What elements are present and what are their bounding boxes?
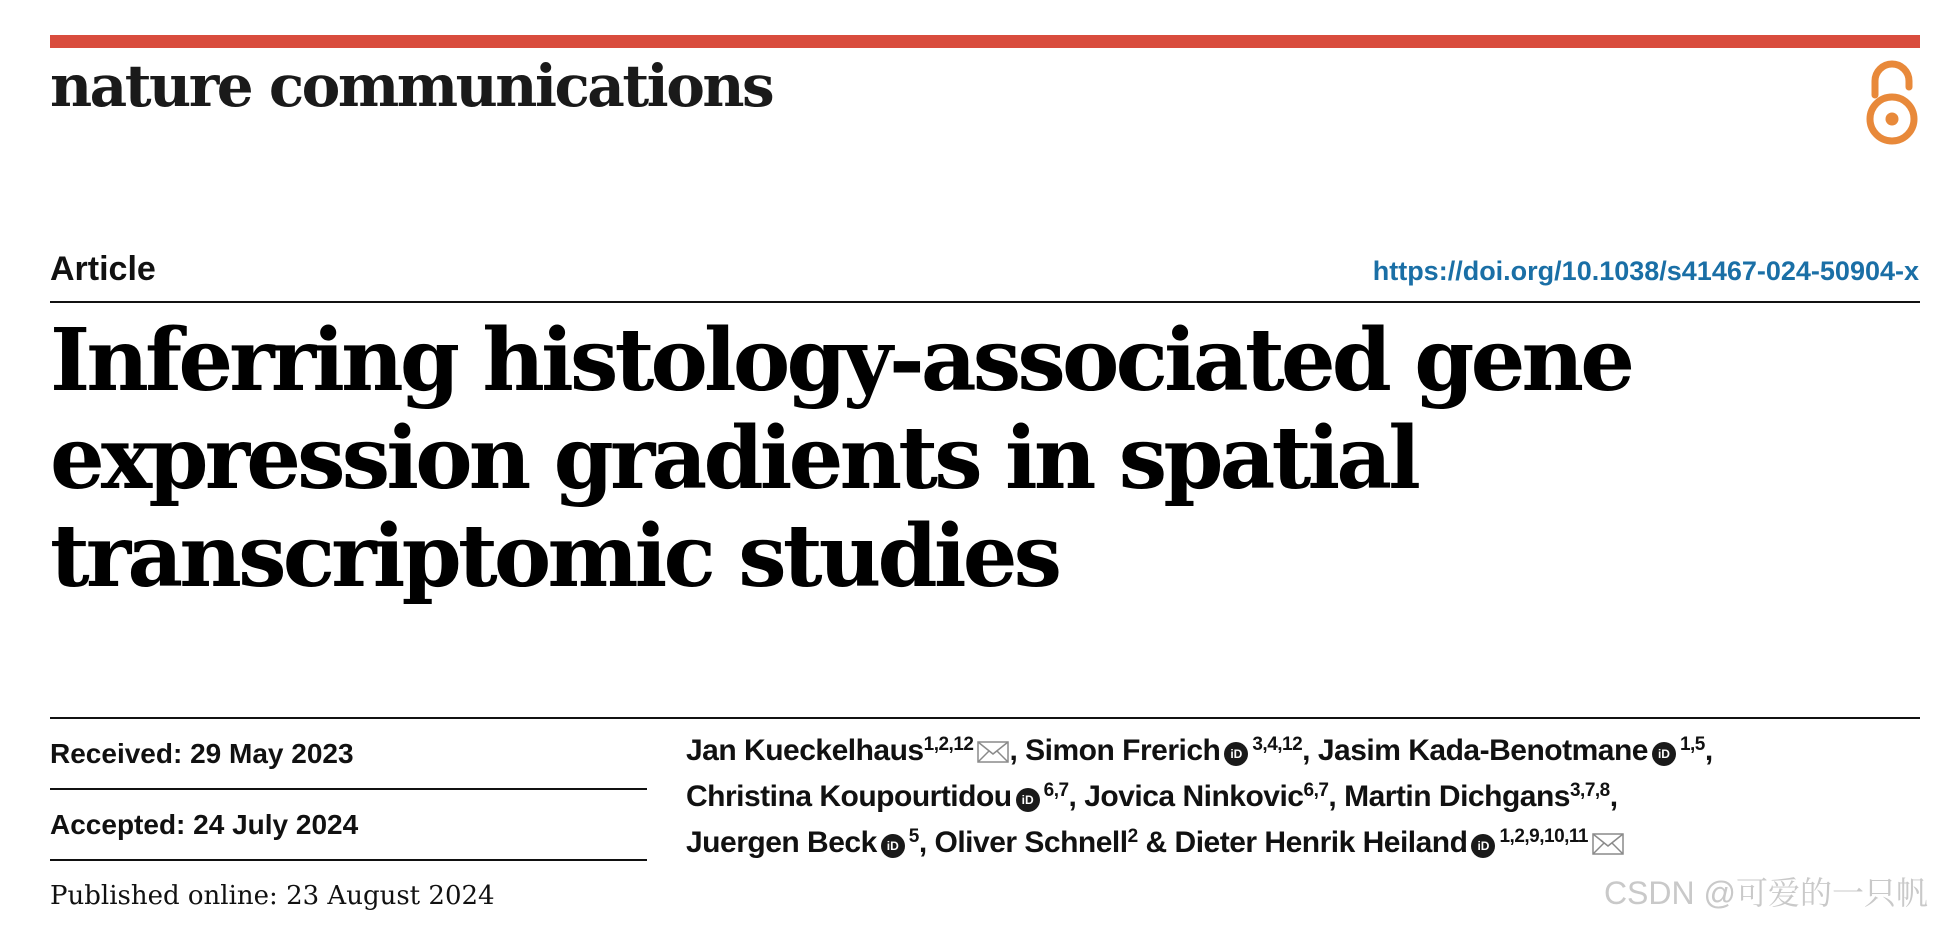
author-affiliations: 3,7,8 (1569, 780, 1610, 801)
author-name[interactable]: Christina Koupourtidou (686, 780, 1012, 813)
orcid-icon[interactable]: iD (1016, 788, 1040, 812)
author-affiliations: 6,7 (1303, 780, 1329, 801)
author-affiliations: 3,4,12 (1252, 734, 1303, 755)
author-separator: , (1009, 734, 1026, 767)
title-line-2: expression gradients in spatial (50, 408, 1418, 509)
author-separator: , (1302, 734, 1318, 767)
published-date: Published online: 23 August 2024 (50, 881, 495, 911)
author-separator: , (1068, 780, 1085, 813)
doi-link[interactable]: https://doi.org/10.1038/s41467-024-50904-x (1372, 256, 1919, 286)
author-affiliations: 1,5 (1679, 734, 1705, 755)
author-affiliations: 1,2,12 (923, 734, 974, 755)
author-affiliations: 5 (908, 826, 919, 847)
author-name[interactable]: Oliver Schnell (934, 826, 1128, 859)
author-affiliations: 2 (1127, 826, 1138, 847)
author-line-1 (686, 728, 1916, 774)
author-separator: & (1137, 826, 1175, 859)
author-name[interactable]: Jasim Kada-Benotmane (1317, 734, 1648, 767)
title-line-1: Inferring histology-associated gene (50, 310, 1632, 411)
article-type-label: Article (50, 250, 156, 288)
author-list (686, 728, 1916, 866)
accepted-date: Accepted: 24 July 2024 (50, 790, 647, 861)
journal-color-bar (50, 35, 1920, 48)
watermark: CSDN @可爱的一只帆 (1603, 875, 1928, 911)
header-divider (50, 301, 1920, 303)
author-name[interactable]: Dieter Henrik Heiland (1174, 826, 1468, 859)
orcid-icon[interactable]: iD (1471, 834, 1495, 858)
author-separator: , (1609, 780, 1618, 813)
orcid-icon[interactable]: iD (1224, 742, 1248, 766)
author-name[interactable]: Simon Frerich (1025, 734, 1221, 767)
open-access-icon[interactable] (1865, 57, 1919, 149)
mail-icon[interactable] (1592, 833, 1624, 855)
article-title (50, 312, 1750, 606)
journal-name: nature communications (50, 52, 773, 120)
author-affiliations: 6,7 (1043, 780, 1069, 801)
received-date: Received: 29 May 2023 (50, 719, 647, 790)
author-separator: , (1328, 780, 1345, 813)
author-line-2 (686, 774, 1916, 820)
author-separator: , (918, 826, 935, 859)
orcid-icon[interactable]: iD (881, 834, 905, 858)
mail-icon[interactable] (977, 741, 1009, 763)
orcid-icon[interactable]: iD (1652, 742, 1676, 766)
author-affiliations: 1,2,9,10,11 (1499, 826, 1589, 847)
title-line-3: transcriptomic studies (50, 506, 1059, 607)
dates-panel (50, 719, 647, 931)
author-separator: , (1704, 734, 1713, 767)
author-name[interactable]: Martin Dichgans (1344, 780, 1570, 813)
author-name[interactable]: Juergen Beck (686, 826, 877, 859)
author-name[interactable]: Jovica Ninkovic (1084, 780, 1304, 813)
author-line-3 (686, 820, 1916, 866)
author-name[interactable]: Jan Kueckelhaus (686, 734, 924, 767)
